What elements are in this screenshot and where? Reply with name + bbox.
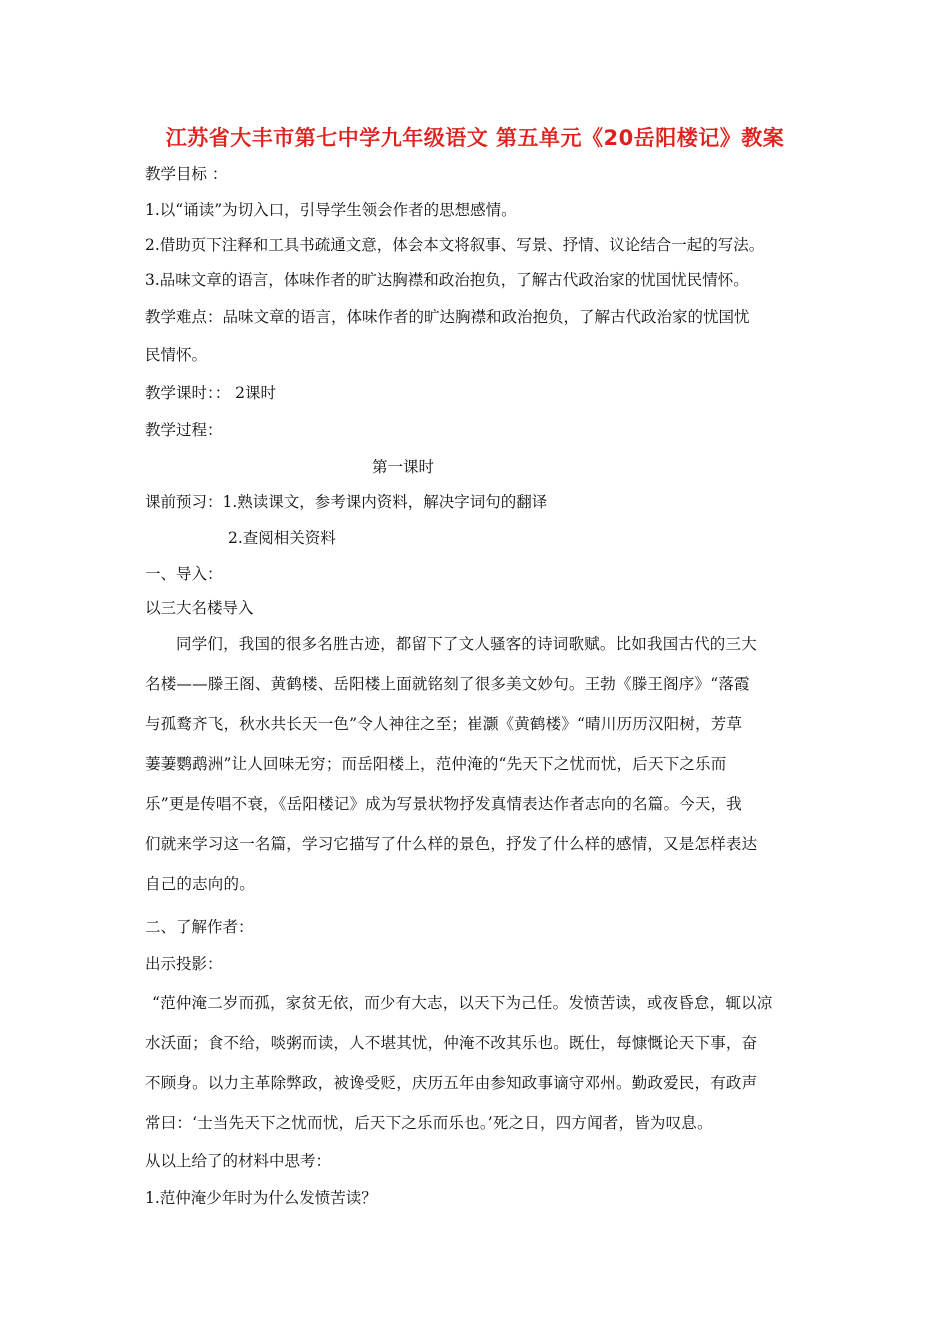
projection-label: 出示投影： xyxy=(145,955,223,973)
question-1: 1.范仲淹少年时为什么发愤苦读？ xyxy=(145,1189,377,1207)
intro-line: 名楼——滕王阁、黄鹤楼、岳阳楼上面就铭刻了很多美文妙句。王勃《滕王阁序》“落霞 xyxy=(145,675,750,693)
objective-2: 2.借助页下注释和工具书疏通文意，体会本文将叙事、写景、抒情、议论结合一起的写法。 xyxy=(145,236,765,254)
preview-item-2: 2.查阅相关资料 xyxy=(228,529,336,547)
intro-line: 们就来学习这一名篇，学习它描写了什么样的景色，抒发了什么样的感情，又是怎样表达 xyxy=(145,835,758,853)
intro-line: 同学们，我国的很多名胜古迹，都留下了文人骚客的诗词歌赋。比如我国古代的三大 xyxy=(176,635,757,653)
teaching-hours: 教学课时：： 2课时 xyxy=(145,384,277,402)
process-heading: 教学过程： xyxy=(145,421,223,439)
objective-3: 3.品味文章的语言，体味作者的旷达胸襟和政治抱负，了解古代政治家的忧国忧民情怀。 xyxy=(145,271,749,289)
intro-line: 萋萋鹦鹉洲”让人回味无穷；而岳阳楼上，范仲淹的“先天下之忧而忧，后天下之乐而 xyxy=(145,755,727,773)
objective-1: 1.以“诵读”为切入口，引导学生领会作者的思想感情。 xyxy=(145,201,517,219)
objectives-heading: 教学目标 ： xyxy=(145,165,228,183)
think-prompt: 从以上给了的材料中思考： xyxy=(145,1152,332,1170)
lesson-heading: 第一课时 xyxy=(371,458,434,476)
difficulty-line-1: 教学难点：品味文章的语言，体味作者的旷达胸襟和政治抱负，了解古代政治家的忧国忧 xyxy=(145,308,750,326)
document-title: 江苏省大丰市第七中学九年级语文 第五单元《20岳阳楼记》教案 xyxy=(165,126,785,150)
difficulty-line-2: 民情怀。 xyxy=(145,346,208,364)
quote-line: “范仲淹二岁而孤，家贫无依，而少有大志，以天下为己任。发愤苦读，或夜昏怠，辄以凉 xyxy=(152,994,773,1012)
intro-topic: 以三大名楼导入 xyxy=(145,599,254,617)
quote-line: 常曰：‘士当先天下之忧而忧，后天下之乐而乐也。’死之日，四方闻者，皆为叹息。 xyxy=(145,1114,713,1132)
intro-line: 自己的志向的。 xyxy=(145,875,255,893)
intro-line: 乐”更是传唱不衰，《岳阳楼记》成为写景状物抒发真情表达作者志向的名篇。今天，我 xyxy=(145,795,742,813)
section-author-heading: 二、了解作者： xyxy=(145,918,254,936)
section-intro-heading: 一、导入： xyxy=(145,565,223,583)
quote-line: 水沃面；食不给，啖粥而读，人不堪其忧，仲淹不改其乐也。既仕，每慷慨论天下事，奋 xyxy=(145,1034,758,1052)
quote-line: 不顾身。以力主革除弊政，被谗受贬，庆历五年由参知政事谪守邓州。勤政爱民，有政声 xyxy=(145,1074,758,1092)
intro-line: 与孤鹜齐飞，秋水共长天一色”令人神往之至；崔灏《黄鹤楼》“晴川历历汉阳树，芳草 xyxy=(145,715,743,733)
preview-item-1: 课前预习：1.熟读课文，参考课内资料，解决字词句的翻译 xyxy=(145,493,548,511)
